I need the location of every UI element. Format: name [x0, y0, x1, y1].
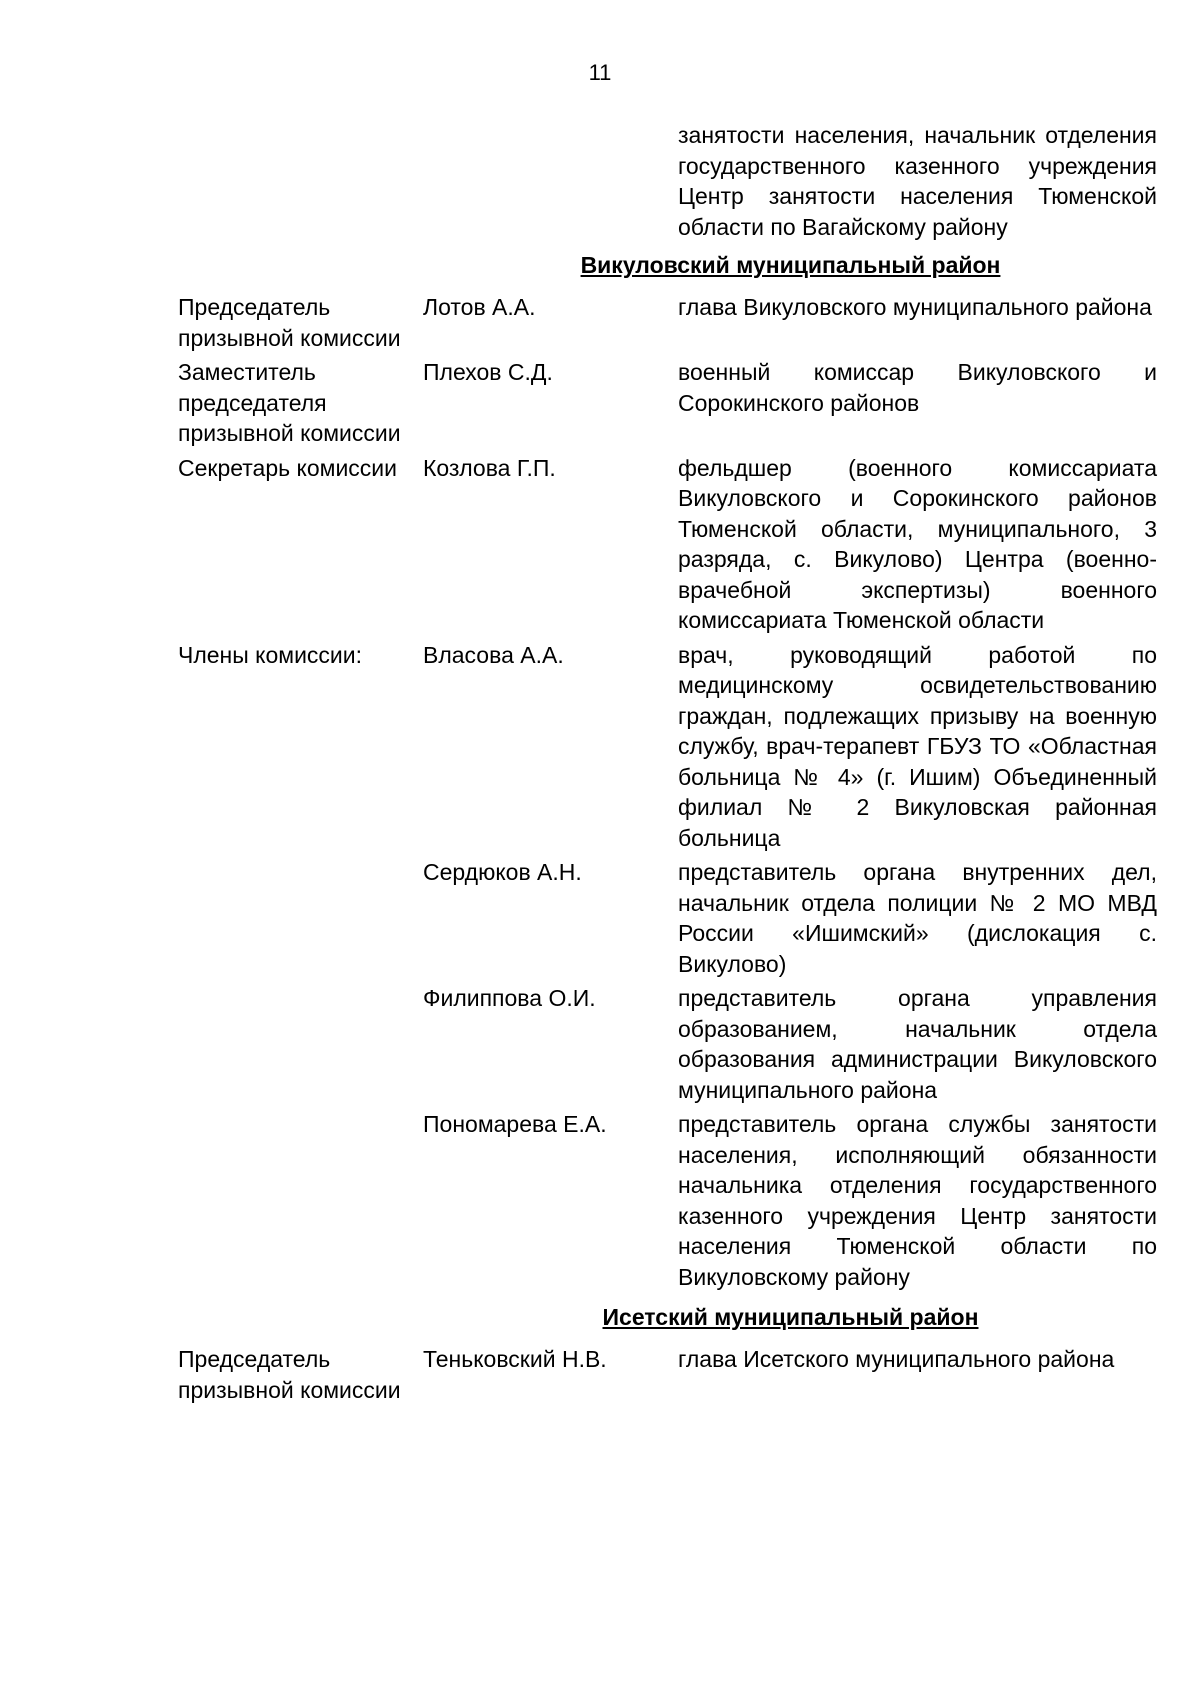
member-row [178, 453, 1158, 636]
member-row [178, 1109, 1158, 1292]
member-name: Власова А.А. [423, 641, 564, 668]
member-description: представитель органа внутренних дел, начальник отдела полиции № 2 МО МВД России «Ишимский» (дислокация с. Викулово) [678, 859, 1157, 977]
member-description: военный комиссар Викуловского и Сорокинского районов [678, 359, 1157, 416]
member-description: представитель органа службы занятости населения, исполняющий обязанности начальника отделения государственного казенного учреждения Центр занятости населения Тюменской области по Викуловскому району [678, 1111, 1157, 1290]
member-description: врач, руководящий работой по медицинскому освидетельствованию граждан, подлежащих призыву на военную службу, врач-терапевт ГБУЗ ТО «Областная больница № 4» (г. Ишим) Объединенный филиал № 2 Викуловская районная больница [678, 641, 1157, 851]
member-name: Лотов А.А. [423, 294, 536, 320]
commission-list [178, 120, 1158, 1405]
member-row [178, 1344, 1158, 1405]
member-description: глава Исетского муниципального района [678, 1346, 1115, 1372]
member-row [178, 857, 1158, 979]
member-role: Члены комиссии: [178, 641, 363, 668]
member-role: Заместитель председателя призывной комиссии [178, 359, 401, 446]
member-description: фельдшер (военного комиссариата Викуловского и Сорокинского районов Тюменской области, муниципального, 3 разряда, с. Викулово) Центра (военно-врачебной экспертизы) военного комиссариата Тюменской области [678, 454, 1157, 633]
member-role: Председатель призывной комиссии [178, 1346, 401, 1403]
page-number: 11 [588, 60, 612, 85]
member-description: представитель органа управления образованием, начальник отдела образования администрации Викуловского муниципального района [678, 985, 1157, 1103]
member-role: Секретарь комиссии [178, 454, 397, 481]
member-role [178, 857, 423, 979]
member-name: Сердюков А.Н. [423, 859, 582, 885]
member-role [178, 1109, 423, 1292]
member-row [178, 640, 1158, 854]
member-row [178, 357, 1158, 449]
member-name: Филиппова О.И. [423, 985, 596, 1011]
member-name: Пономарева Е.А. [423, 1111, 607, 1137]
section-heading: Викуловский муниципальный район [580, 252, 1001, 278]
continued-row [178, 120, 1158, 242]
section-heading: Исетский муниципальный район [602, 1304, 979, 1330]
member-description: глава Викуловского муниципального района [678, 294, 1152, 320]
member-description: занятости населения, начальник отделения государственного казенного учреждения Центр занятости населения Тюменской области по Вагайскому району [678, 122, 1157, 240]
member-role [178, 983, 423, 1105]
member-name: Козлова Г.П. [423, 454, 556, 481]
member-name: Теньковский Н.В. [423, 1346, 607, 1372]
member-row [178, 983, 1158, 1105]
member-row [178, 292, 1158, 353]
member-role: Председатель призывной комиссии [178, 294, 401, 351]
member-name: Плехов С.Д. [423, 359, 553, 385]
